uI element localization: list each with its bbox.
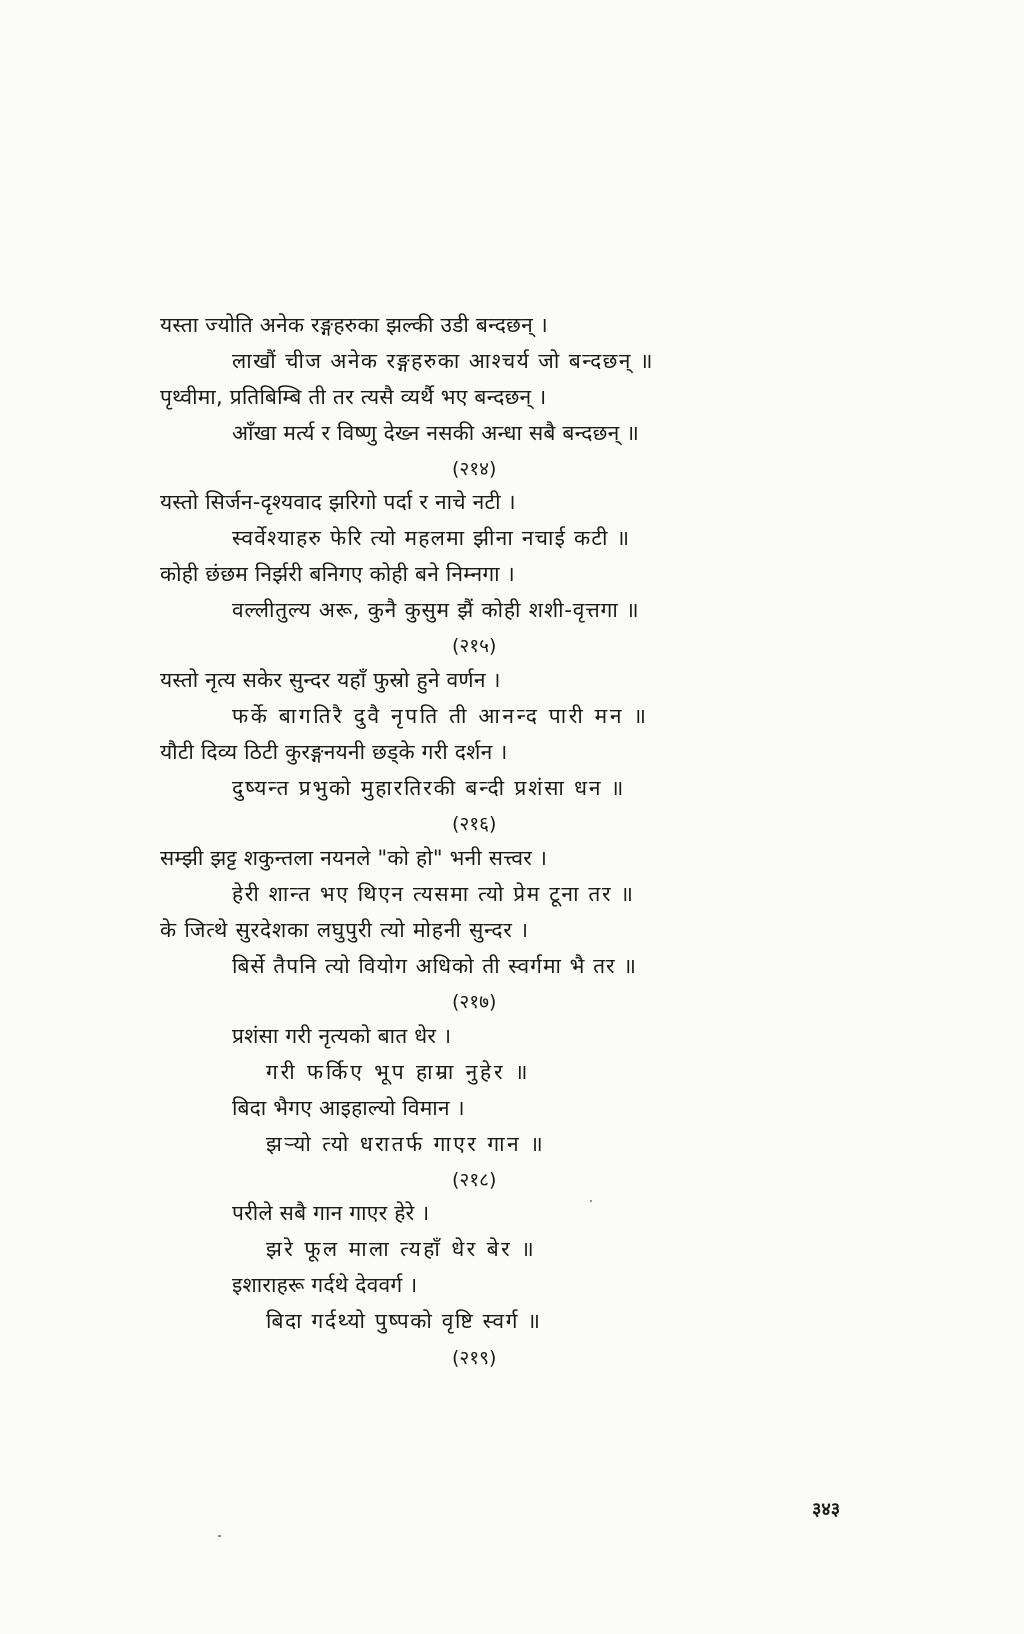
scan-speck	[218, 1535, 221, 1537]
verse-line: हेरी शान्त भए थिएन त्यसमा त्यो प्रेम टूना तर ॥	[232, 882, 635, 906]
verse-line: वल्लीतुल्य अरू, कुनै कुसुम झैं कोही शशी-वृत्तगा ॥	[232, 598, 640, 622]
verse-line: दुष्यन्त प्रभुको मुहारतिरकी बन्दी प्रशंसा धन ॥	[232, 776, 626, 800]
stanza-number: (२१७)	[452, 991, 497, 1013]
verse-line: यौटी दिव्य ठिटी कुरङ्गनयनी छड्के गरी दर्शन ।	[160, 740, 508, 764]
verse-line: कोही छंछम निर्झरी बनिगए कोही बने निम्नगा ।	[160, 562, 515, 586]
verse-line: झऱ्यो त्यो धरातर्फ गाएर गान ॥	[266, 1132, 546, 1156]
stanza-number: (२१५)	[452, 635, 497, 657]
page-number: ३४३	[812, 1499, 841, 1520]
stanza-number: (२१४)	[452, 458, 497, 480]
scan-speck	[590, 1200, 592, 1202]
verse-line: के जित्थे सुरदेशका लघुपुरी त्यो मोहनी सुन्दर ।	[160, 918, 529, 942]
verse-line: बिदा भैगए आइहाल्यो विमान ।	[232, 1096, 465, 1120]
verse-line: प्रशंसा गरी नृत्यको बात धेर ।	[232, 1024, 452, 1048]
verse-line: सम्झी झट्ट शकुन्तला नयनले "को हो" भनी सत्त्वर ।	[160, 846, 548, 870]
verse-line: आँखा मर्त्य र विष्णु देख्न नसकी अन्धा सबै बन्दछन् ॥	[232, 421, 640, 445]
verse-line: इशाराहरू गर्दथे देववर्ग ।	[232, 1273, 418, 1297]
verse-line: यस्ता ज्योति अनेक रङ्गहरुका झल्की उडी बन्दछन् ।	[160, 313, 548, 337]
verse-line: बिर्से तैपनि त्यो वियोग अधिको ती स्वर्गमा भै तर ॥	[232, 954, 637, 978]
verse-line: फर्के बागतिरै दुवै नृपति ती आनन्द पारी मन ॥	[232, 704, 649, 728]
stanza-number: (२१९)	[452, 1347, 497, 1369]
verse-line: यस्तो नृत्य सकेर सुन्दर यहाँ फुस्रो हुने वर्णन ।	[160, 668, 501, 692]
verse-line: बिदा गर्दथ्यो पुष्पको वृष्टि स्वर्ग ॥	[266, 1309, 542, 1333]
verse-line: स्वर्वेश्याहरु फेरि त्यो महलमा झीना नचाई कटी ॥	[232, 526, 631, 550]
verse-line: यस्तो सिर्जन-दृश्यवाद झरिगो पर्दा र नाचे नटी ।	[160, 490, 516, 514]
verse-line: पृथ्वीमा, प्रतिबिम्बि ती तर त्यसै व्यर्थै भए बन्दछन् ।	[160, 385, 547, 409]
verse-line: गरी फर्किए भूप हाम्रा नुहेर ॥	[266, 1060, 531, 1084]
verse-line: झरे फूल माला त्यहाँ धेर बेर ॥	[266, 1237, 537, 1261]
stanza-number: (२१८)	[452, 1169, 497, 1191]
verse-line: लाखौं चीज अनेक रङ्गहरुका आश्चर्य जो बन्दछन् ॥	[232, 349, 654, 373]
stanza-number: (२१६)	[452, 813, 497, 835]
verse-line: परीले सबै गान गाएर हेरे ।	[232, 1201, 430, 1225]
